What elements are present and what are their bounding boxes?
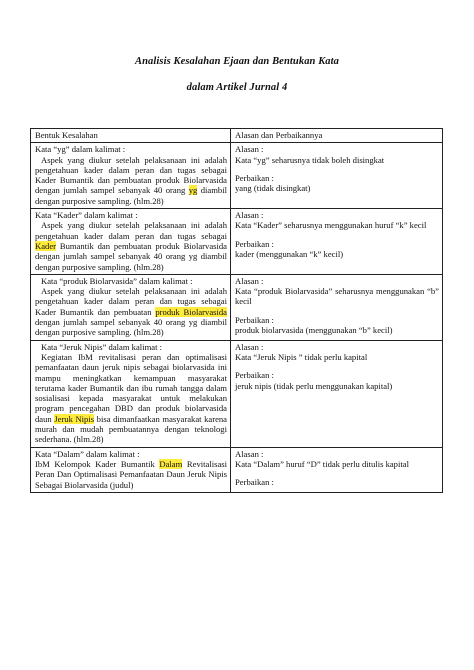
highlighted-word: Dalam bbox=[159, 458, 183, 469]
sentence-text: Aspek yang diukur setelah pelaksanaan ini adalah pengetahuan kader dalam peran dan tugas sebagai Kader Bumantik dan pembuatan bbox=[35, 286, 227, 317]
perbaikan-label: Perbaikan : bbox=[235, 370, 274, 381]
error-sentence bbox=[35, 220, 227, 271]
error-sentence bbox=[35, 352, 227, 445]
reason-cell bbox=[231, 209, 443, 275]
header-bentuk-kesalahan: Bentuk Kesalahan bbox=[31, 129, 231, 143]
sentence-text: Aspek yang diukur setelah pelaksanaan ini adalah pengetahuan kader dalam peran dan tugas sebagai Kader Bumantik dan pembuatan produk Biolarvasida dengan jumlah sampel sebanyak 40 orang bbox=[35, 154, 227, 196]
highlighted-word: Kader bbox=[35, 240, 56, 251]
highlighted-word: yg bbox=[188, 185, 198, 196]
sentence-text: Revitalisasi Peran Dan Optimalisasi Pemanfaatan Daun Jeruk Nipis Sebagai Biolarvasida (judul) bbox=[35, 458, 227, 490]
sentence-text: diambil dengan purposive sampling. (hlm.28) bbox=[35, 185, 227, 206]
reason-cell bbox=[231, 447, 443, 492]
alasan-text: Kata “Dalam” huruf “D” tidak perlu ditulis kapital bbox=[235, 458, 409, 469]
sentence-text: bisa dimanfaatkan masyarakat karena murah dan mudah pembuatannya dengan teknologi sederhana. (hlm.28) bbox=[35, 413, 228, 445]
reason-cell bbox=[231, 143, 443, 209]
error-sentence bbox=[35, 286, 227, 337]
sentence-text: Kegiatan IbM revitalisasi peran dan optimalisasi pemanfaatan daun jeruk nipis sebagai biolarvasida ini mampu meningkatkan kemampuan masyarakat terutama kader Bumantik dan ibu rumah tangga dalam sosialisasi kepada masyarakat untuk melakukan program pencegahan DBD dan produk biolarvasida daun bbox=[35, 351, 227, 424]
error-heading: Kata “Dalam” dalam kalimat : bbox=[35, 448, 140, 459]
alasan-text: Kata “Jeruk Nipis ” tidak perlu kapital bbox=[235, 351, 368, 362]
document-subtitle: dalam Artikel Jurnal 4 bbox=[186, 82, 288, 93]
error-analysis-table bbox=[30, 128, 443, 493]
error-cell bbox=[31, 274, 231, 340]
error-cell bbox=[31, 447, 231, 492]
error-sentence bbox=[35, 459, 227, 490]
error-heading: Kata “Jeruk Nipis” dalam kalimat : bbox=[41, 341, 162, 352]
alasan-label: Alasan : bbox=[235, 210, 264, 221]
reason-cell bbox=[231, 340, 443, 447]
perbaikan-text: jeruk nipis (tidak perlu menggunakan kapital) bbox=[235, 380, 393, 391]
alasan-text: Kata “Kader” seharusnya menggunakan huruf “k” kecil bbox=[235, 220, 427, 231]
table-row bbox=[31, 143, 443, 209]
perbaikan-text: produk biolarvasida (menggunakan “b” kecil) bbox=[235, 325, 393, 336]
reason-cell bbox=[231, 274, 443, 340]
perbaikan-text: yang (tidak disingkat) bbox=[235, 183, 311, 194]
perbaikan-label: Perbaikan : bbox=[235, 477, 274, 488]
error-heading: Kata “produk Biolarvasida” dalam kalimat : bbox=[41, 275, 193, 286]
perbaikan-label: Perbaikan : bbox=[235, 172, 274, 183]
error-cell bbox=[31, 340, 231, 447]
sentence-text: Bumantik dan pembuatan produk Biolarvasida dengan jumlah sampel sebanyak 40 orang yg diambil dengan purposive sampling. (hlm.28) bbox=[35, 240, 227, 272]
alasan-text: Kata “yg” seharusnya tidak boleh disingkat bbox=[235, 154, 385, 165]
perbaikan-label: Perbaikan : bbox=[235, 238, 274, 249]
error-cell bbox=[31, 143, 231, 209]
table-row bbox=[31, 447, 443, 492]
alasan-label: Alasan : bbox=[235, 448, 264, 459]
table-row bbox=[31, 209, 443, 275]
sentence-text: IbM Kelompok Kader Bumantik bbox=[35, 458, 160, 469]
alasan-label: Alasan : bbox=[235, 275, 264, 286]
perbaikan-text: kader (menggunakan “k” kecil) bbox=[235, 248, 344, 259]
alasan-text: Kata “produk Biolarvasida” seharusnya menggunakan “b” kecil bbox=[235, 286, 439, 307]
alasan-label: Alasan : bbox=[235, 144, 264, 155]
table-row bbox=[31, 340, 443, 447]
error-heading: Kata “Kader” dalam kalimat : bbox=[35, 210, 138, 221]
alasan-label: Alasan : bbox=[235, 341, 264, 352]
table-header-row bbox=[31, 129, 443, 143]
perbaikan-label: Perbaikan : bbox=[235, 314, 274, 325]
error-cell bbox=[31, 209, 231, 275]
header-alasan-perbaikan: Alasan dan Perbaikannya bbox=[231, 129, 443, 143]
table-row bbox=[31, 274, 443, 340]
highlighted-word: produk Biolarvasida bbox=[155, 306, 227, 317]
document-title: Analisis Kesalahan Ejaan dan Bentukan Kata bbox=[134, 56, 340, 67]
sentence-text: Aspek yang diukur setelah pelaksanaan ini adalah pengetahuan kader dalam peran dan tugas sebagai bbox=[35, 220, 227, 241]
error-heading: Kata “yg” dalam kalimat : bbox=[35, 144, 126, 155]
error-sentence bbox=[35, 155, 227, 206]
highlighted-word: Jeruk Nipis bbox=[54, 413, 95, 424]
sentence-text: dengan jumlah sampel sebanyak 40 orang yg diambil dengan purposive sampling. (hlm.28) bbox=[35, 317, 227, 338]
